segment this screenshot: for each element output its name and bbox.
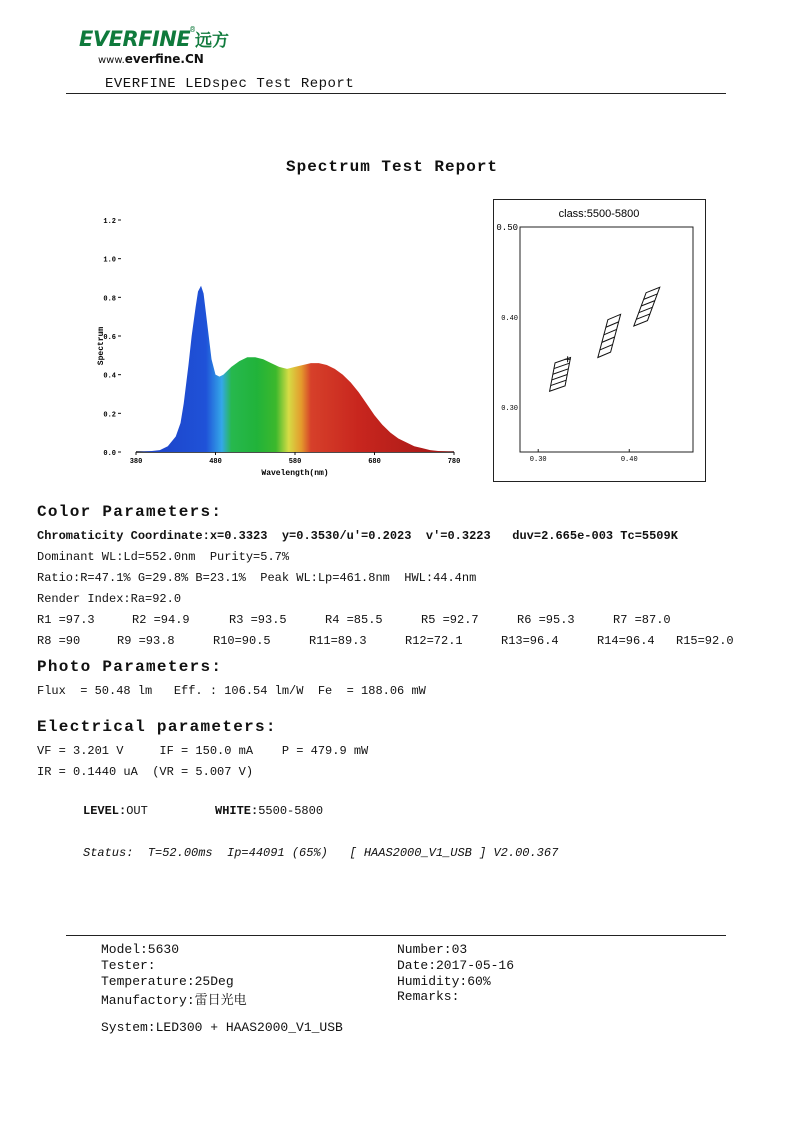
spectrum-x-tick-label: 380 bbox=[129, 458, 143, 466]
logo-registered-mark: ® bbox=[190, 26, 196, 35]
spectrum-y-tick-label: 0.6 bbox=[103, 334, 116, 342]
number-field: Number:03 bbox=[397, 942, 468, 957]
spectrum-y-tick-label: 0.0 bbox=[103, 450, 116, 458]
date-field: Date:2017-05-16 bbox=[397, 958, 515, 973]
r-value: R7 =87.0 bbox=[613, 613, 671, 627]
system-field: System:LED300 + HAAS2000_V1_USB bbox=[101, 1020, 343, 1035]
r-value: R4 =85.5 bbox=[325, 613, 383, 627]
level-label: LEVEL: bbox=[83, 804, 127, 818]
r-value: R8 =90 bbox=[37, 634, 81, 648]
spectrum-x-tick-label: 680 bbox=[368, 458, 381, 466]
chromaticity-class-title: class:5500-5800 bbox=[558, 208, 640, 220]
r-value: R14=96.4 bbox=[597, 634, 655, 648]
spectrum-y-label: Spectrum bbox=[97, 326, 106, 366]
dominant-wl-line: Dominant WL:Ld=552.0nm Purity=5.7% bbox=[37, 550, 290, 564]
logo-url-prefix: www. bbox=[98, 55, 125, 66]
spectrum-y-tick-label: 0.4 bbox=[103, 372, 116, 381]
chromaticity-line: Chromaticity Coordinate:x=0.3323 y=0.3530/u'=0.2023 v'=0.3223 duv=2.665e-003 Tc=5509K bbox=[37, 529, 678, 543]
everfine-logo bbox=[79, 26, 229, 51]
chromaticity-y-tick-label: 0.30 bbox=[501, 405, 518, 413]
spectrum-x-ticks bbox=[130, 452, 461, 466]
color-params-heading: Color Parameters: bbox=[37, 503, 223, 521]
r-value: R15=92.0 bbox=[676, 634, 734, 648]
r-value: R13=96.4 bbox=[501, 634, 559, 648]
electrical-line-1: VF = 3.201 V IF = 150.0 mA P = 479.9 mW bbox=[37, 744, 369, 758]
r-value: R3 =93.5 bbox=[229, 613, 287, 627]
spectrum-x-tick-label: 580 bbox=[288, 458, 302, 466]
spectrum-y-tick-label: 1.2 bbox=[103, 218, 116, 226]
r-value: R9 =93.8 bbox=[117, 634, 175, 648]
level-field bbox=[83, 804, 148, 818]
logo-brand: EVERFINE bbox=[79, 27, 191, 51]
chromaticity-x-tick-label: 0.40 bbox=[620, 456, 638, 464]
r-value: R2 =94.9 bbox=[132, 613, 190, 627]
spectrum-y-tick-label: 0.2 bbox=[103, 411, 116, 420]
remarks-field: Remarks: bbox=[397, 989, 460, 1004]
report-header-title: EVERFINE LEDspec Test Report bbox=[105, 76, 355, 92]
chromaticity-diagram bbox=[493, 199, 706, 482]
chromaticity-y-tick-label: 0.40 bbox=[501, 315, 518, 323]
logo-url-domain: everfine bbox=[124, 52, 181, 66]
logo-chinese-name: 远方 bbox=[195, 31, 230, 51]
humidity-field: Humidity:60% bbox=[397, 974, 491, 989]
level-value: OUT bbox=[126, 804, 148, 818]
electrical-line-2: IR = 0.1440 uA (VR = 5.007 V) bbox=[37, 765, 254, 779]
spectrum-y-tick-label: 1.0 bbox=[103, 256, 116, 265]
spectrum-x-tick-label: 480 bbox=[209, 458, 222, 466]
r-value: R1 =97.3 bbox=[37, 613, 95, 627]
manufactory-field: Manufactory:雷日光电 bbox=[101, 993, 247, 1008]
spectrum-y-tick-label: 0.8 bbox=[103, 295, 116, 304]
electrical-params-heading: Electrical parameters: bbox=[37, 718, 277, 736]
spectrum-curve bbox=[136, 286, 454, 452]
spectrum-x-tick-label: 780 bbox=[447, 458, 461, 466]
chromaticity-y-tick-label: 0.50 bbox=[496, 223, 518, 233]
r-value: R5 =92.7 bbox=[421, 613, 479, 627]
tester-field: Tester: bbox=[101, 958, 156, 973]
spectrum-chart bbox=[96, 206, 466, 481]
temperature-field: Temperature:25Deg bbox=[101, 974, 234, 989]
flux-line: Flux = 50.48 lm Eff. : 106.54 lm/W Fe = 188.06 mW bbox=[37, 684, 426, 698]
white-field bbox=[215, 804, 323, 818]
spectrum-x-label: Wavelength(nm) bbox=[261, 469, 329, 478]
r-value: R10=90.5 bbox=[213, 634, 271, 648]
footer-divider bbox=[66, 935, 726, 936]
logo-url bbox=[98, 52, 204, 66]
photo-params-heading: Photo Parameters: bbox=[37, 658, 223, 676]
white-value: 5500-5800 bbox=[258, 804, 324, 818]
ratio-line: Ratio:R=47.1% G=29.8% B=23.1% Peak WL:Lp=461.8nm HWL:44.4nm bbox=[37, 571, 477, 585]
r-value: R6 =95.3 bbox=[517, 613, 575, 627]
r-value: R11=89.3 bbox=[309, 634, 367, 648]
logo-url-suffix: .CN bbox=[180, 52, 204, 66]
page-title: Spectrum Test Report bbox=[286, 158, 499, 176]
status-line: Status: T=52.00ms Ip=44091 (65%) [ HAAS2000_V1_USB ] V2.00.367 bbox=[83, 846, 559, 860]
chromaticity-x-tick-label: 0.30 bbox=[529, 456, 547, 464]
render-index-line: Render Index:Ra=92.0 bbox=[37, 592, 182, 606]
model-field: Model:5630 bbox=[101, 942, 180, 957]
header-divider bbox=[66, 93, 726, 94]
chromaticity-frame bbox=[494, 200, 706, 482]
r-value: R12=72.1 bbox=[405, 634, 463, 648]
white-label: WHITE: bbox=[215, 804, 259, 818]
spectrum-y-ticks bbox=[103, 218, 121, 458]
